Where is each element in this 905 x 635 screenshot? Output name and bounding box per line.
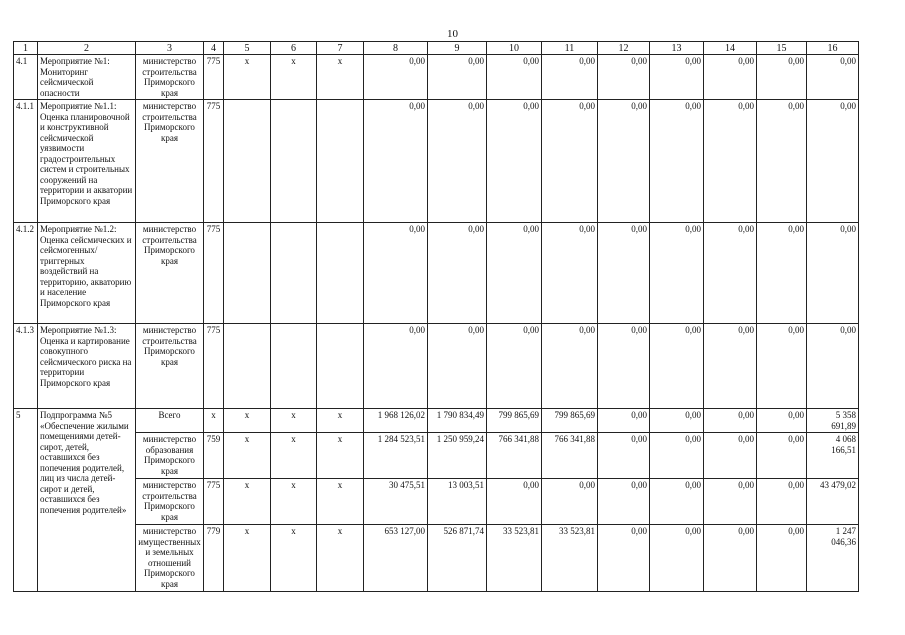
marker-cell: x: [317, 55, 364, 100]
value-cell: 0,00: [650, 100, 704, 223]
table-row: [14, 525, 859, 592]
value-cell: 0,00: [598, 479, 650, 525]
column-header: 16: [807, 42, 859, 55]
code-cell: 779: [204, 525, 224, 592]
value-cell: 0,00: [704, 55, 757, 100]
value-cell: 0,00: [598, 100, 650, 223]
executor-cell: министерство строительства Приморского края: [136, 324, 204, 409]
marker-cell: x: [224, 525, 271, 592]
value-cell: 1 968 126,02: [364, 409, 428, 433]
column-header: 4: [204, 42, 224, 55]
row-number-cell: 5: [14, 409, 38, 592]
value-cell: 13 003,51: [428, 479, 487, 525]
value-cell: 0,00: [364, 223, 428, 324]
value-cell: 0,00: [487, 100, 542, 223]
value-cell: 43 479,02: [807, 479, 859, 525]
code-cell: 775: [204, 55, 224, 100]
executor-cell: министерство строительства Приморского края: [136, 100, 204, 223]
value-cell: 0,00: [757, 525, 807, 592]
value-cell: 0,00: [650, 223, 704, 324]
value-cell: 766 341,88: [542, 433, 598, 479]
value-cell: 0,00: [428, 324, 487, 409]
marker-cell: [317, 324, 364, 409]
value-cell: 0,00: [757, 55, 807, 100]
table-row: [14, 100, 859, 223]
row-number-cell: 4.1.1: [14, 100, 38, 223]
marker-cell: x: [224, 409, 271, 433]
table-row: [14, 223, 859, 324]
value-cell: 0,00: [598, 525, 650, 592]
value-cell: 0,00: [428, 100, 487, 223]
executor-cell: Всего: [136, 409, 204, 433]
value-cell: 0,00: [704, 479, 757, 525]
page-number: 10: [447, 28, 458, 40]
value-cell: 0,00: [542, 100, 598, 223]
row-number-cell: 4.1.3: [14, 324, 38, 409]
value-cell: 1 250 959,24: [428, 433, 487, 479]
row-number-cell: 4.1.2: [14, 223, 38, 324]
value-cell: 0,00: [428, 223, 487, 324]
value-cell: 0,00: [807, 55, 859, 100]
program-name-cell: Подпрограмма №5 «Обеспечение жилыми помещениями детей-сирот, детей, оставшихся без попечения родителей, лиц из числа детей-сирот и детей, оставшихся без попечения родителей»: [38, 409, 136, 592]
value-cell: 0,00: [598, 433, 650, 479]
marker-cell: x: [271, 525, 317, 592]
table-row: [14, 55, 859, 100]
marker-cell: [317, 223, 364, 324]
value-cell: 0,00: [542, 223, 598, 324]
marker-cell: [224, 223, 271, 324]
executor-cell: министерство строительства Приморского края: [136, 55, 204, 100]
value-cell: 0,00: [757, 433, 807, 479]
column-header: 1: [14, 42, 38, 55]
column-header: 9: [428, 42, 487, 55]
value-cell: 0,00: [428, 55, 487, 100]
marker-cell: [317, 100, 364, 223]
column-header: 11: [542, 42, 598, 55]
value-cell: 0,00: [757, 324, 807, 409]
executor-cell: министерство строительства Приморского края: [136, 223, 204, 324]
value-cell: 0,00: [704, 100, 757, 223]
marker-cell: x: [271, 433, 317, 479]
value-cell: 0,00: [807, 324, 859, 409]
value-cell: 0,00: [364, 55, 428, 100]
row-number-cell: 4.1: [14, 55, 38, 100]
value-cell: 0,00: [807, 100, 859, 223]
value-cell: 1 790 834,49: [428, 409, 487, 433]
value-cell: 0,00: [598, 324, 650, 409]
marker-cell: x: [224, 433, 271, 479]
marker-cell: x: [224, 55, 271, 100]
value-cell: 0,00: [650, 433, 704, 479]
column-header: 10: [487, 42, 542, 55]
code-cell: 775: [204, 100, 224, 223]
value-cell: 0,00: [650, 479, 704, 525]
code-cell: 775: [204, 223, 224, 324]
value-cell: 0,00: [807, 223, 859, 324]
marker-cell: x: [317, 433, 364, 479]
executor-cell: министерство образования Приморского края: [136, 433, 204, 479]
marker-cell: x: [271, 409, 317, 433]
code-cell: 759: [204, 433, 224, 479]
value-cell: 0,00: [757, 409, 807, 433]
table-row: [14, 479, 859, 525]
marker-cell: x: [317, 479, 364, 525]
value-cell: 0,00: [487, 479, 542, 525]
value-cell: 0,00: [487, 324, 542, 409]
marker-cell: [271, 324, 317, 409]
value-cell: 526 871,74: [428, 525, 487, 592]
value-cell: 0,00: [704, 433, 757, 479]
column-header: 15: [757, 42, 807, 55]
value-cell: 4 068 166,51: [807, 433, 859, 479]
executor-cell: министерство имущественных и земельных отношений Приморского края: [136, 525, 204, 592]
marker-cell: [271, 100, 317, 223]
column-header: 7: [317, 42, 364, 55]
budget-table: [13, 41, 859, 592]
table-row: [14, 433, 859, 479]
value-cell: 0,00: [757, 223, 807, 324]
column-header: 14: [704, 42, 757, 55]
value-cell: 0,00: [757, 100, 807, 223]
column-header: 3: [136, 42, 204, 55]
column-header: 12: [598, 42, 650, 55]
value-cell: 1 284 523,51: [364, 433, 428, 479]
value-cell: 0,00: [650, 324, 704, 409]
value-cell: 30 475,51: [364, 479, 428, 525]
table-row: [14, 324, 859, 409]
marker-cell: x: [271, 479, 317, 525]
value-cell: 0,00: [650, 55, 704, 100]
activity-name-cell: Мероприятие №1: Мониторинг сейсмической опасности: [38, 55, 136, 100]
code-cell: x: [204, 409, 224, 433]
value-cell: 0,00: [704, 409, 757, 433]
value-cell: 0,00: [757, 479, 807, 525]
value-cell: 33 523,81: [487, 525, 542, 592]
marker-cell: x: [317, 409, 364, 433]
code-cell: 775: [204, 479, 224, 525]
column-header: 6: [271, 42, 317, 55]
value-cell: 799 865,69: [542, 409, 598, 433]
column-header: 2: [38, 42, 136, 55]
value-cell: 0,00: [704, 525, 757, 592]
marker-cell: x: [224, 479, 271, 525]
value-cell: 0,00: [542, 55, 598, 100]
executor-cell: министерство строительства Приморского края: [136, 479, 204, 525]
value-cell: 0,00: [364, 324, 428, 409]
activity-name-cell: Мероприятие №1.1: Оценка планировочной и конструктивной сейсмической уязвимости градостроительных систем и строительных сооружений на территории и акватории Приморского края: [38, 100, 136, 223]
header-row: [14, 42, 859, 55]
value-cell: 653 127,00: [364, 525, 428, 592]
code-cell: 775: [204, 324, 224, 409]
value-cell: 0,00: [704, 223, 757, 324]
value-cell: 0,00: [704, 324, 757, 409]
value-cell: 766 341,88: [487, 433, 542, 479]
value-cell: 1 247 046,36: [807, 525, 859, 592]
value-cell: 33 523,81: [542, 525, 598, 592]
value-cell: 0,00: [542, 324, 598, 409]
marker-cell: x: [271, 55, 317, 100]
value-cell: 0,00: [364, 100, 428, 223]
marker-cell: [224, 100, 271, 223]
value-cell: 0,00: [487, 223, 542, 324]
value-cell: 0,00: [598, 409, 650, 433]
value-cell: 799 865,69: [487, 409, 542, 433]
value-cell: 0,00: [487, 55, 542, 100]
column-header: 8: [364, 42, 428, 55]
value-cell: 0,00: [598, 55, 650, 100]
marker-cell: [271, 223, 317, 324]
table-row: [14, 409, 859, 433]
marker-cell: [224, 324, 271, 409]
column-header: 13: [650, 42, 704, 55]
value-cell: 0,00: [650, 409, 704, 433]
activity-name-cell: Мероприятие №1.2: Оценка сейсмических и сейсмогенных/ триггерных воздействий на территорию, акваторию и население Приморского края: [38, 223, 136, 324]
column-header: 5: [224, 42, 271, 55]
value-cell: 0,00: [650, 525, 704, 592]
value-cell: 5 358 691,89: [807, 409, 859, 433]
activity-name-cell: Мероприятие №1.3: Оценка и картирование совокупного сейсмического риска на территории Приморского края: [38, 324, 136, 409]
value-cell: 0,00: [542, 479, 598, 525]
value-cell: 0,00: [598, 223, 650, 324]
marker-cell: x: [317, 525, 364, 592]
